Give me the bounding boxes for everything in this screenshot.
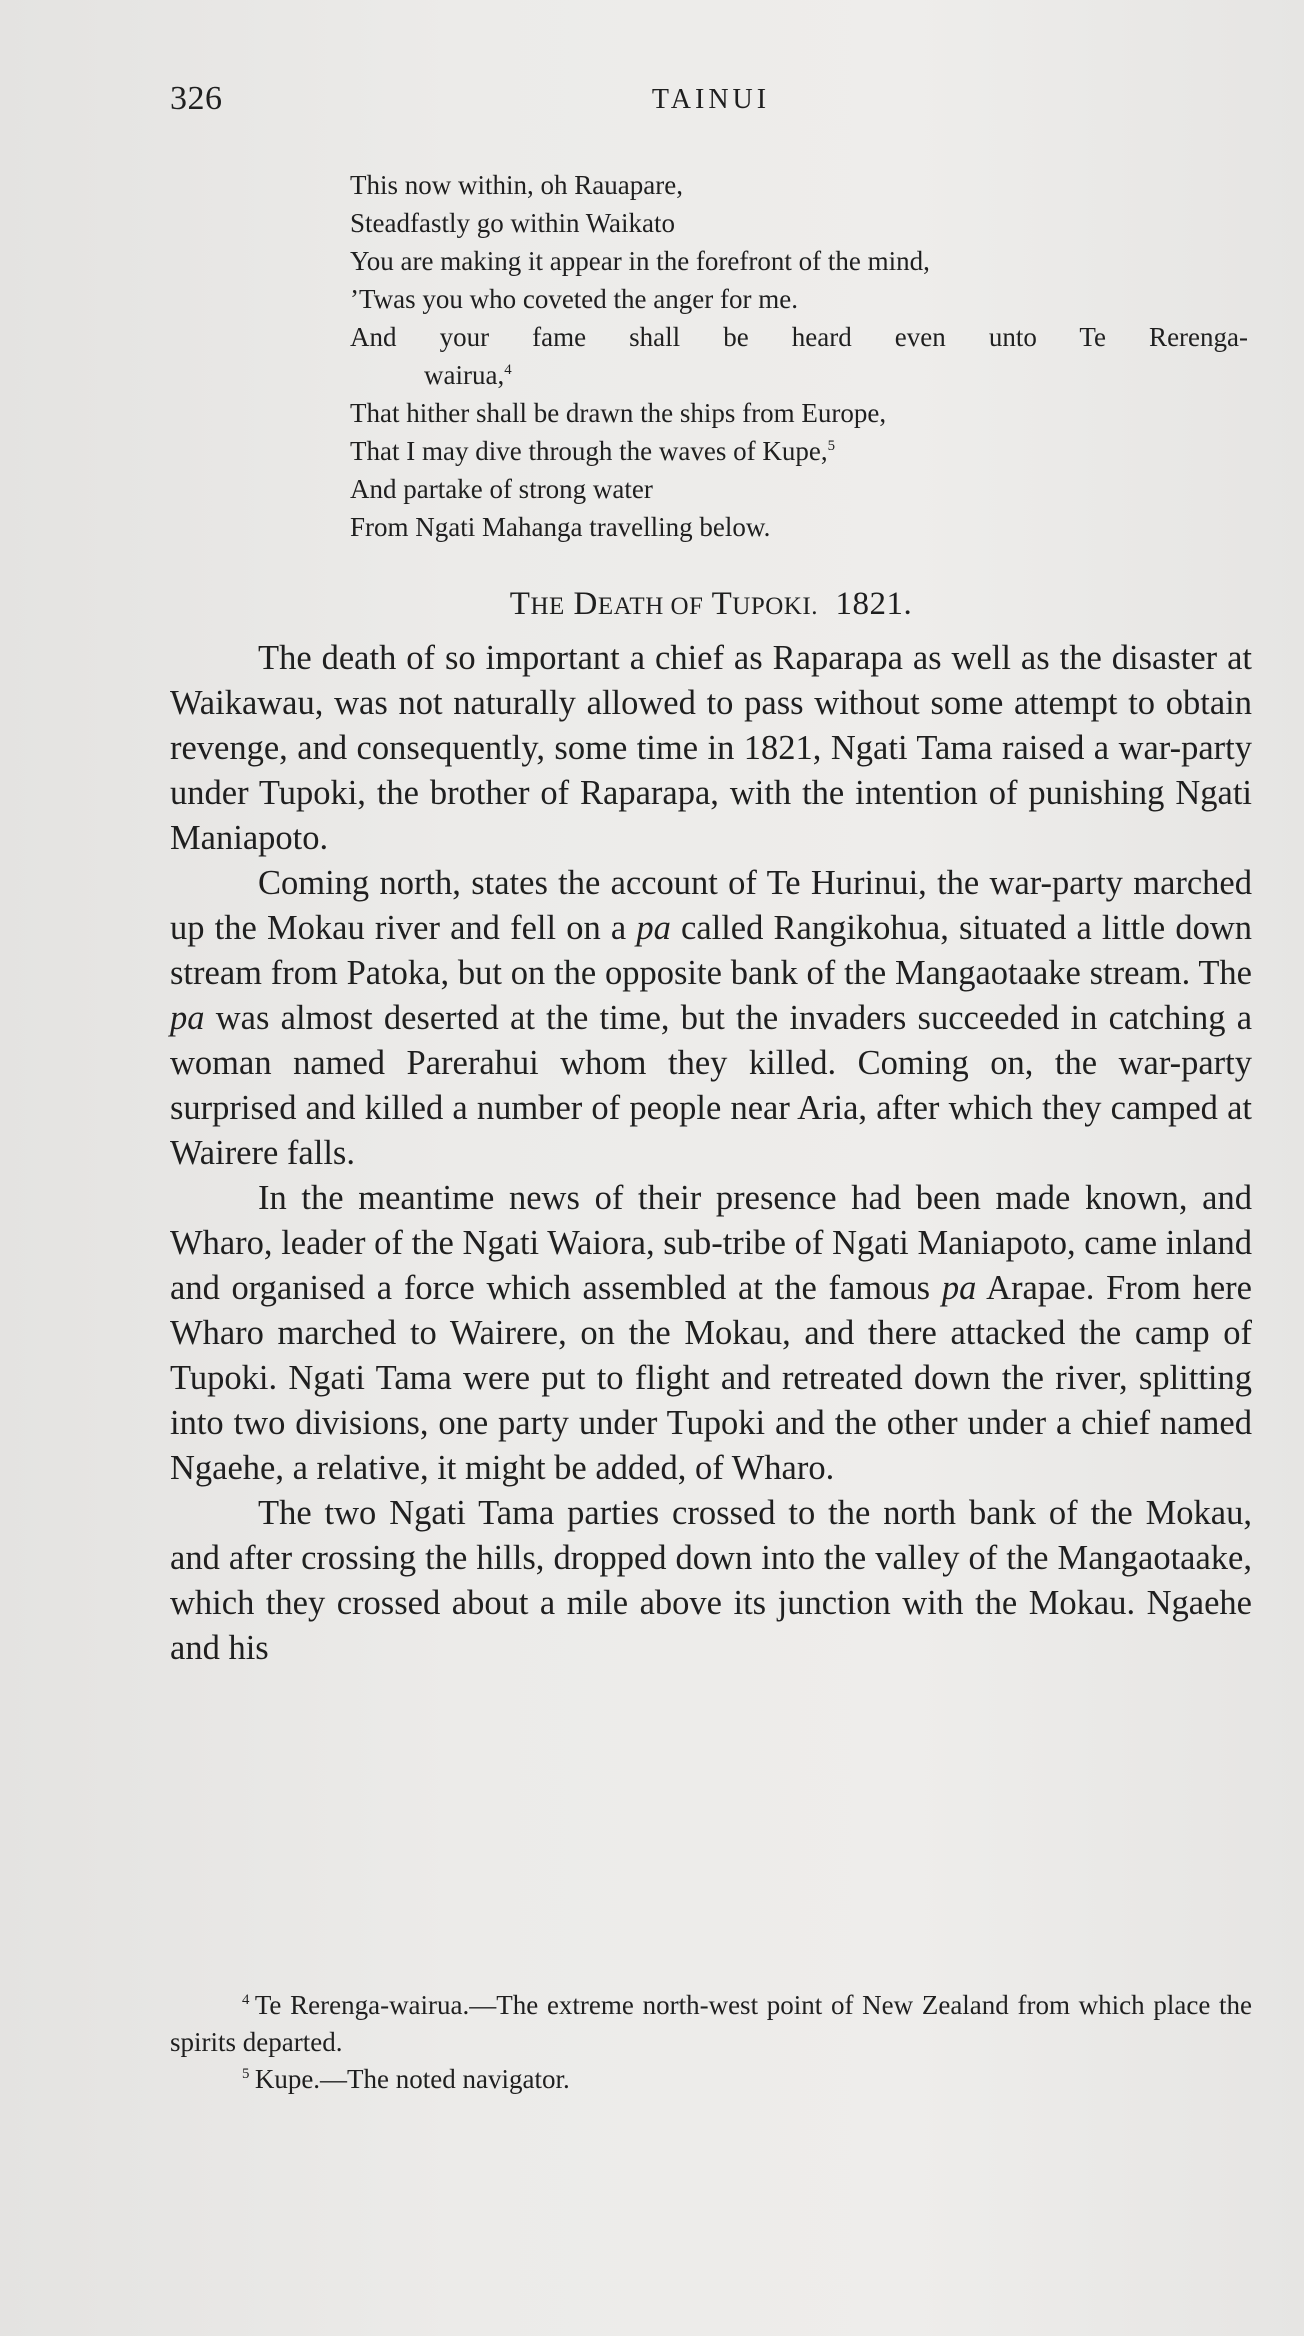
body-text	[170, 636, 1252, 1671]
paragraph: Coming north, states the account of Te Hurinui, the war-party marched up the Mokau river and fell on a pa called Rangikohua, situated a little down stream from Patoka, but on the opposite bank of the Mangaotaake stream. The pa was almost deserted at the time, but the invaders succeeded in catching a woman named Parerahui whom they killed. Coming on, the war-party surprised and killed a number of people near Aria, after which they camped at Wairere falls.	[170, 864, 1253, 1172]
poem-line-continuation: wairua,$^4$	[424, 360, 512, 390]
poem-line: You are making it appear in the forefront of the mind,	[350, 246, 930, 276]
poem-line: This now within, oh Rauapare,	[350, 170, 683, 200]
footnote-4: $^4$ Te Rerenga-wairua.—The extreme north-west point of New Zealand from which place the spirits departed.	[170, 1990, 1252, 2057]
poem-line: That hither shall be drawn the ships from Europe,	[350, 398, 887, 428]
footnote-ref: 5	[827, 438, 836, 454]
paragraph: The death of so important a chief as Raparapa as well as the disaster at Waikawau, was not naturally allowed to pass without some attempt to obtain revenge, and consequently, some time in 1821, Ngati Tama raised a war-party under Tupoki, the brother of Raparapa, with the intention of punishing Ngati Maniapoto.	[170, 639, 1252, 857]
footnote-ref: 4	[504, 362, 512, 378]
paragraph: In the meantime news of their presence had been made known, and Wharo, leader of the Ngati Waiora, sub-tribe of Ngati Maniapoto, came inland and organised a force which assembled at the famous pa Arapae. From here Wharo marched to Wairere, on the Mokau, and there attacked the camp of Tupoki. Ngati Tama were put to flight and retreated down the river, splitting into two divisions, one party under Tupoki and the other under a chief named Ngaehe, a relative, it might be added, of Wharo.	[170, 1179, 1252, 1487]
poem-block	[350, 166, 1250, 546]
poem-line: ’Twas you who coveted the anger for me.	[350, 284, 798, 314]
running-head: TAINUI	[651, 84, 771, 115]
poem-line: From Ngati Mahanga travelling below.	[350, 512, 771, 542]
poem-line	[350, 318, 1250, 356]
poem-line-text: And your fame shall be heard even unto Te Rerenga-	[350, 322, 1248, 352]
page-header	[170, 80, 1252, 124]
footnote-5: $^5$ Kupe.—The noted navigator.	[242, 2064, 570, 2094]
paragraph: The two Ngati Tama parties crossed to the north bank of the Mokau, and after crossing the hills, dropped down into the valley of the Mangaotaake, which they crossed about a mile above its junction with the Mokau. Ngaehe and his	[170, 1494, 1252, 1667]
section-year: 1821.	[835, 586, 913, 622]
poem-line: That I may dive through the waves of Kupe,$^5$	[350, 436, 836, 466]
poem-line: And partake of strong water	[350, 474, 653, 504]
section-heading: THE DEATH OF TUPOKI. 1821.	[509, 586, 913, 622]
footnotes	[170, 1987, 1252, 2098]
poem-line: Steadfastly go within Waikato	[350, 208, 676, 238]
page-number: 326	[170, 80, 223, 117]
